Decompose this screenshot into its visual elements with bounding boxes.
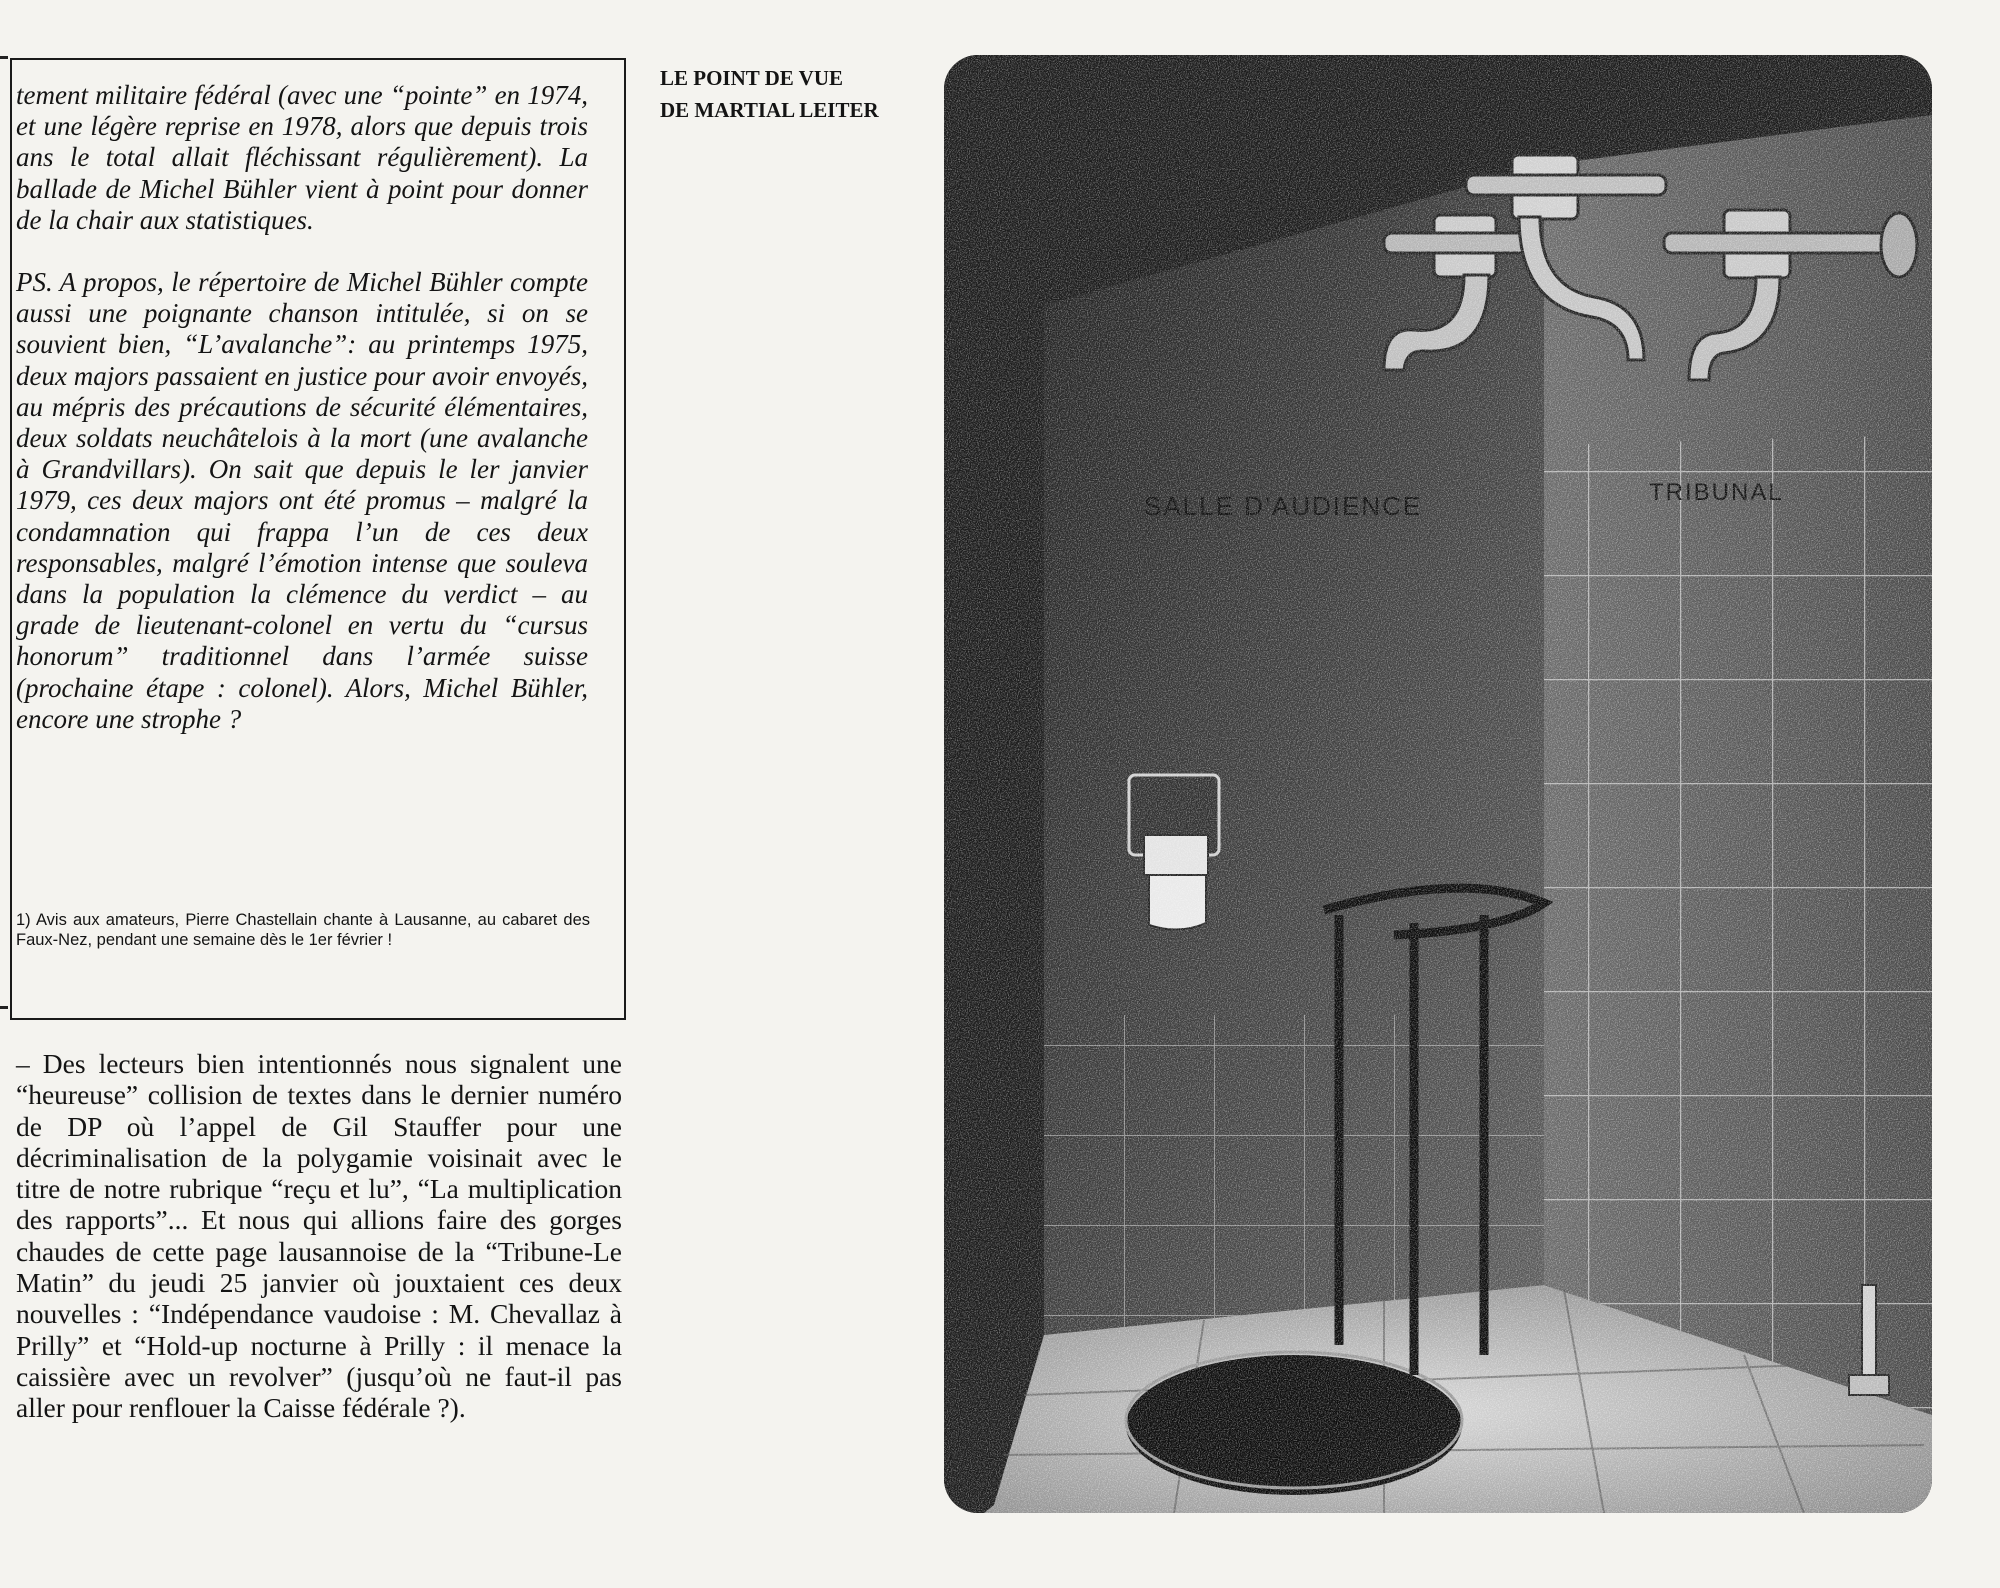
- box-paragraph-1: tement militaire fédéral (avec une “pointe” en 1974, et une légère reprise en 1978, alors que depuis trois ans le total allait fléchissant régulièrement). La ballade de Michel Bühler vient à point pour donner de la chair aux statistiques.: [16, 80, 588, 235]
- readers-note-paragraph: – Des lecteurs bien intentionnés nous signalent une “heureuse” collision de textes dans le dernier numéro de DP où l’appel de Gil Stauffer pour une décriminalisation de la polygamie voisinait avec le titre de notre rubrique “reçu et lu”, “La multiplication des rapports”... Et nous qui allions faire des gorges chaudes de cette page lausannoise de la “Tribune-Le Matin” du jeudi 25 janvier où jouxtaient ces deux nouvelles : “Indépendance vaudoise : M. Chevallaz à Prilly” et “Hold-up nocturne à Prilly : il menace la caissière avec un revolver” (jusqu’où ne faut-il pas aller pour renflouer la Caisse fédérale ?).: [16, 1048, 622, 1424]
- heading-line-2: DE MARTIAL LEITER: [660, 98, 879, 122]
- boxed-article-text: [16, 80, 588, 766]
- margin-tick-bottom: [0, 1006, 8, 1009]
- illustration-heading: [660, 62, 920, 126]
- courtroom-shower-illustration: [944, 55, 1932, 1513]
- martial-leiter-drawing: [944, 55, 1932, 1513]
- margin-tick-top: [0, 56, 8, 59]
- heading-line-1: LE POINT DE VUE: [660, 66, 844, 90]
- box-paragraph-ps: PS. A propos, le répertoire de Michel Bühler compte aussi une poignante chanson intitulée, si on se souvient bien, “L’avalanche”: au printemps 1975, deux majors passaient en justice pour avoir envoyés, au mépris des précautions de sécurité élémentaires, deux soldats neuchâtelois à la mort (une avalanche à Grandvillars). On sait que depuis le ler janvier 1979, ces deux majors ont été promus – malgré la condamnation qui frappa l’un de ces deux responsables, malgré l’émotion intense que souleva dans la population la clémence du verdict – au grade de lieutenant-colonel en vertu du “cursus honorum” traditionnel dans l’armée suisse (prochaine étape : colonel). Alors, Michel Bühler, encore une strophe ?: [16, 267, 588, 734]
- engraving-texture: [944, 55, 1932, 1513]
- footnote: 1) Avis aux amateurs, Pierre Chastellain chante à Lausanne, au cabaret des Faux-Nez, pendant une semaine dès le 1er février !: [16, 911, 590, 949]
